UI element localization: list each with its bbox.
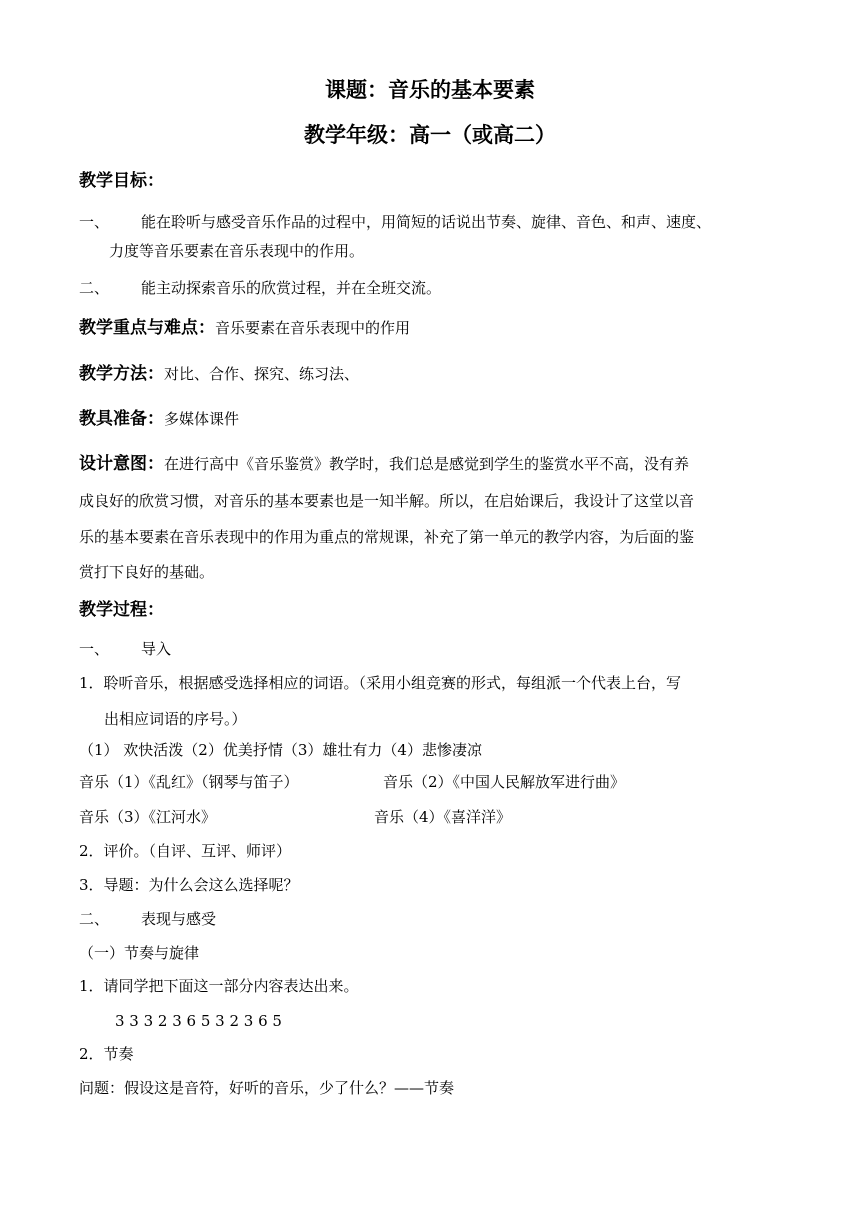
music-1: 音乐（1）《乱红》（钢琴与笛子） bbox=[79, 773, 299, 791]
design-row bbox=[79, 454, 689, 474]
objectives-heading: 教学目标： bbox=[79, 171, 164, 191]
music-notes: 3 3 3 2 3 6 5 3 2 3 6 5 bbox=[115, 1012, 282, 1030]
objective-1-line2: 力度等音乐要素在音乐表现中的作用。 bbox=[109, 242, 365, 260]
design-line3: 乐的基本要素在音乐表现中的作用为重点的常规课，补充了第一单元的教学内容，为后面的鉴 bbox=[79, 528, 695, 546]
methods-label: 教学方法： bbox=[79, 364, 164, 384]
objective-2-line1: 能主动探索音乐的欣赏过程，并在全班交流。 bbox=[141, 279, 442, 297]
methods-row bbox=[79, 364, 359, 384]
part2-number: 二、 bbox=[79, 910, 110, 928]
design-label: 设计意图： bbox=[79, 454, 164, 474]
step2: 2．评价。（自评、互评、师评） bbox=[79, 842, 292, 860]
part1-title: 导入 bbox=[141, 640, 172, 658]
design-line4: 赏打下良好的基础。 bbox=[79, 563, 215, 581]
question-line: 问题：假设这是音符，好听的音乐，少了什么？——节奏 bbox=[79, 1079, 455, 1097]
methods-text: 对比、合作、探究、练习法、 bbox=[164, 365, 360, 383]
step1-line2: 出相应词语的序号。） bbox=[104, 710, 247, 728]
design-line2: 成良好的欣赏习惯，对音乐的基本要素也是一知半解。所以，在启始课后，我设计了这堂以音 bbox=[79, 492, 695, 510]
part1-number: 一、 bbox=[79, 640, 110, 658]
subsection-1-title: （一）节奏与旋律 bbox=[79, 944, 200, 962]
tools-text: 多媒体课件 bbox=[164, 410, 240, 428]
tools-label: 教具准备： bbox=[79, 409, 164, 429]
choices-line: （1） 欢快活泼（2）优美抒情（3）雄壮有力（4）悲惨凄凉 bbox=[79, 741, 482, 759]
music-2: 音乐（2）《中国人民解放军进行曲》 bbox=[383, 773, 626, 791]
design-line1: 在进行高中《音乐鉴赏》教学时，我们总是感觉到学生的鉴赏水平不高，没有养 bbox=[164, 455, 690, 473]
music-3: 音乐（3）《江河水》 bbox=[79, 808, 217, 826]
music-4: 音乐（4）《喜洋洋》 bbox=[374, 808, 512, 826]
subsection-1-step2: 2．节奏 bbox=[79, 1045, 134, 1063]
objective-1-line1: 能在聆听与感受音乐作品的过程中，用简短的话说出节奏、旋律、音色、和声、速度、 bbox=[141, 213, 712, 231]
objective-1-number: 一、 bbox=[79, 213, 110, 231]
step1-line1: 1．聆听音乐，根据感受选择相应的词语。（采用小组竞赛的形式，每组派一个代表上台，写 bbox=[79, 674, 682, 692]
key-points-label: 教学重点与难点： bbox=[79, 318, 215, 338]
subsection-1-step1: 1．请同学把下面这一部分内容表达出来。 bbox=[79, 977, 359, 995]
objective-2-number: 二、 bbox=[79, 279, 110, 297]
grade-heading: 教学年级：高一（或高二） bbox=[304, 123, 556, 147]
lesson-title: 课题：音乐的基本要素 bbox=[325, 78, 535, 102]
process-heading: 教学过程： bbox=[79, 600, 164, 620]
step3: 3．导题：为什么会这么选择呢？ bbox=[79, 876, 299, 894]
key-points-text: 音乐要素在音乐表现中的作用 bbox=[215, 319, 411, 337]
key-points-row bbox=[79, 318, 410, 338]
part2-title: 表现与感受 bbox=[141, 910, 217, 928]
tools-row bbox=[79, 409, 239, 429]
